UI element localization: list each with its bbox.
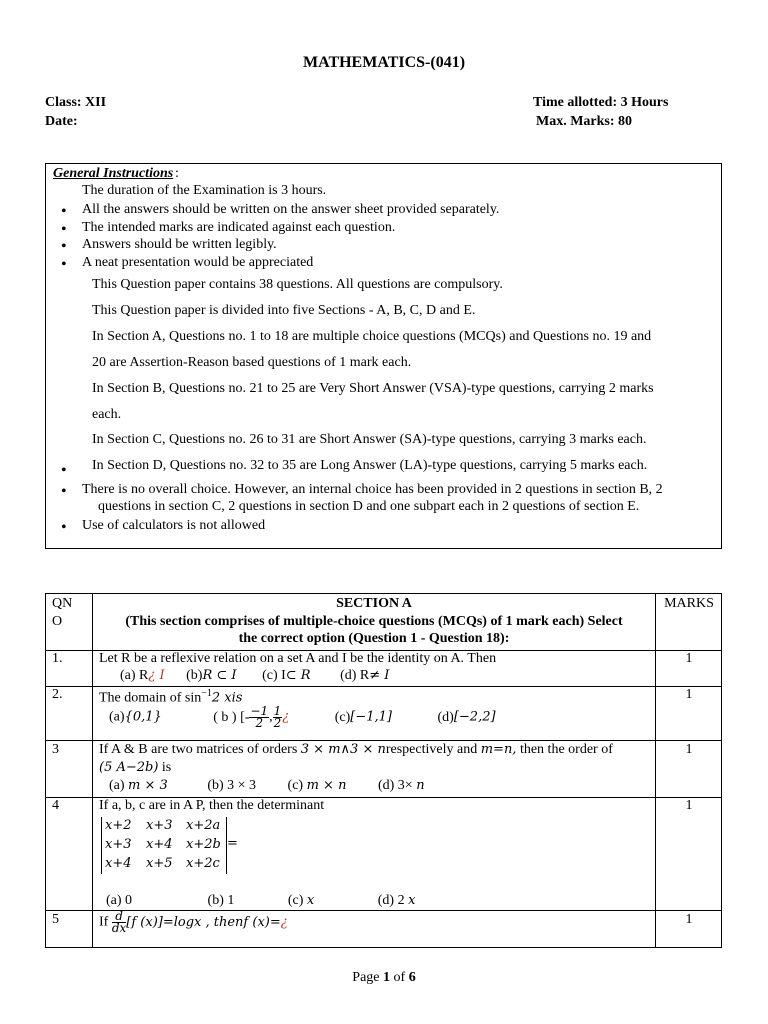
question-text-math: 2 xis xyxy=(211,690,243,706)
bullet-icon xyxy=(61,488,69,496)
instruction-duration: The duration of the Examination is 3 hours. xyxy=(82,183,327,198)
date-label: Date: xyxy=(45,114,78,129)
option-a: (a) R xyxy=(120,668,149,683)
question-text: Let R be a reflexive relation on a set A and I be the identity on A. Then xyxy=(99,651,497,666)
question-options xyxy=(109,778,425,794)
instruction-item: A neat presentation would be appreciated xyxy=(82,255,314,270)
option-b-tail: ¿ xyxy=(282,709,290,725)
option-a: (a) xyxy=(109,778,125,793)
option-c: (c) xyxy=(287,778,304,793)
bullet-icon xyxy=(61,226,69,234)
option-d-math: x xyxy=(408,893,416,908)
question-marks: 1 xyxy=(685,798,693,813)
option-b: ( b ) [- xyxy=(213,709,250,725)
question-number: 2. xyxy=(52,687,63,702)
instruction-item: The intended marks are indicated against each question. xyxy=(82,220,396,235)
option-b: (b) 1 xyxy=(207,893,235,908)
bullet-icon xyxy=(61,467,69,475)
instruction-sections: This Question paper is divided into five Sections - A, B, C, D and E. xyxy=(92,303,476,318)
fraction: $\frac{-1}{2}$ xyxy=(250,704,269,730)
question-text xyxy=(99,688,242,707)
time-allotted: Time allotted: 3 Hours xyxy=(533,95,669,110)
option-c-math: ⊂ R xyxy=(285,668,311,683)
option-b-math: R ⊂ I xyxy=(202,668,237,683)
section-description: (This section comprises of multiple-choice questions (MCQs) of 1 mark each) Select xyxy=(125,614,623,629)
qno-header: QN xyxy=(52,596,73,611)
section-title: SECTION A xyxy=(336,596,412,611)
question-marks: 1 xyxy=(685,742,693,757)
instruction-section-b-cont: each. xyxy=(92,407,122,422)
instruction-calculators: Use of calculators is not allowed xyxy=(82,518,266,533)
superscript: −1 xyxy=(201,688,212,699)
option-c: (c) xyxy=(287,893,304,908)
instruction-section-a: In Section A, Questions no. 1 to 18 are multiple choice questions (MCQs) and Questions no. 19 and xyxy=(92,329,652,344)
question-text: If A & B are two matrices of orders 3 × m∧3 × nrespectively and m=n, then the order of xyxy=(99,742,613,757)
question-options: (a){0,1} ( b ) [- $\frac{-1}{2}$ , $\frac{1}{2}$ ¿ (c)[−1,1] (d)[−2,2] xyxy=(109,704,496,730)
question-number: 3 xyxy=(52,742,59,757)
option-c: (c) xyxy=(334,709,351,725)
option-c-math: x xyxy=(306,893,315,908)
question-options xyxy=(120,668,389,684)
instructions-heading: General Instructions xyxy=(53,166,174,181)
question-number: 5 xyxy=(52,912,59,927)
option-d: (d) 2 xyxy=(377,893,405,908)
bullet-icon xyxy=(61,524,69,532)
derivative-fraction: $\frac{d}{dx}$ xyxy=(111,909,127,935)
page-prefix: Page xyxy=(352,970,380,985)
option-d: (d) R xyxy=(340,668,370,683)
option-d: (d) xyxy=(437,709,454,725)
instruction-question-count: This Question paper contains 38 questions. All questions are compulsory. xyxy=(92,277,503,292)
option-c: (c) I xyxy=(262,668,286,683)
general-instructions-box xyxy=(45,163,722,549)
paper-title: MATHEMATICS-(041) xyxy=(302,54,466,71)
option-d-math: ≠ I xyxy=(369,668,390,683)
question-text: If $\frac{d}{dx}$ [f (x)]=logx , thenf (x)=¿ xyxy=(99,909,288,935)
fraction: $\frac{1}{2}$ xyxy=(273,704,282,730)
instruction-section-a-cont: 20 are Assertion-Reason based questions of 1 mark each. xyxy=(92,355,412,370)
instruction-item: Answers should be written legibly. xyxy=(82,237,277,252)
page-total: 6 xyxy=(408,970,416,985)
instruction-section-c: In Section C, Questions no. 26 to 31 are Short Answer (SA)-type questions, carrying 3 marks each. xyxy=(92,432,647,447)
option-b: (b) 3 × 3 xyxy=(207,778,257,793)
option-d-math: [−2,2] xyxy=(453,709,496,725)
section-description-cont: the correct option (Question 1 - Question 18): xyxy=(238,631,510,646)
instruction-choice-cont: questions in section C, 2 questions in section D and one subpart each in 2 questions of section E. xyxy=(98,499,640,514)
instruction-section-d: In Section D, Questions no. 32 to 35 are Long Answer (LA)-type questions, carrying 5 marks each. xyxy=(92,458,648,473)
bullet-icon xyxy=(61,243,69,251)
question-marks: 1 xyxy=(685,912,693,927)
question-text-main: The domain of sin xyxy=(99,690,202,706)
determinant-equals: = xyxy=(227,836,238,851)
option-c-math: [−1,1] xyxy=(350,709,393,725)
max-marks: Max. Marks: 80 xyxy=(536,114,633,129)
determinant: x+2 x+3 x+2a x+3 x+4 x+2b x+4 x+5 x+2c xyxy=(101,817,227,874)
instruction-section-b: In Section B, Questions no. 21 to 25 are Very Short Answer (VSA)-type questions, carrying 2 marks xyxy=(92,381,654,396)
bullet-icon xyxy=(61,261,69,269)
page-of: of xyxy=(393,970,406,985)
question-number: 1. xyxy=(52,651,63,666)
instructions-heading-colon: : xyxy=(175,166,179,181)
question-options xyxy=(106,893,415,909)
page-footer xyxy=(0,970,768,986)
option-a-math: ¿ I xyxy=(148,668,165,683)
option-a-math: m × 3 xyxy=(128,778,168,793)
option-a-math: {0,1} xyxy=(124,709,162,725)
question-text-cont: (5 A−2b) is xyxy=(99,760,172,775)
qno-header-cont: O xyxy=(52,614,63,629)
question-text: If a, b, c are in A P, then the determinant xyxy=(99,798,325,813)
bullet-icon xyxy=(61,208,69,216)
option-a: (a) xyxy=(109,709,125,725)
option-c-math: m × n xyxy=(306,778,347,793)
question-number: 4 xyxy=(52,798,59,813)
option-b: (b) xyxy=(186,668,203,683)
option-a: (a) 0 xyxy=(106,893,133,908)
marks-header: MARKS xyxy=(664,596,714,611)
option-d-math: n xyxy=(416,778,425,793)
section-a-table xyxy=(45,593,722,948)
instruction-item: All the answers should be written on the answer sheet provided separately. xyxy=(82,202,500,217)
page-current: 1 xyxy=(383,970,391,985)
instruction-choice: There is no overall choice. However, an internal choice has been provided in 2 questions in section B, 2 xyxy=(82,482,663,497)
question-marks: 1 xyxy=(685,651,693,666)
option-d: (d) 3× xyxy=(377,778,413,793)
class-label: Class: XII xyxy=(45,95,107,110)
question-marks: 1 xyxy=(685,687,693,702)
